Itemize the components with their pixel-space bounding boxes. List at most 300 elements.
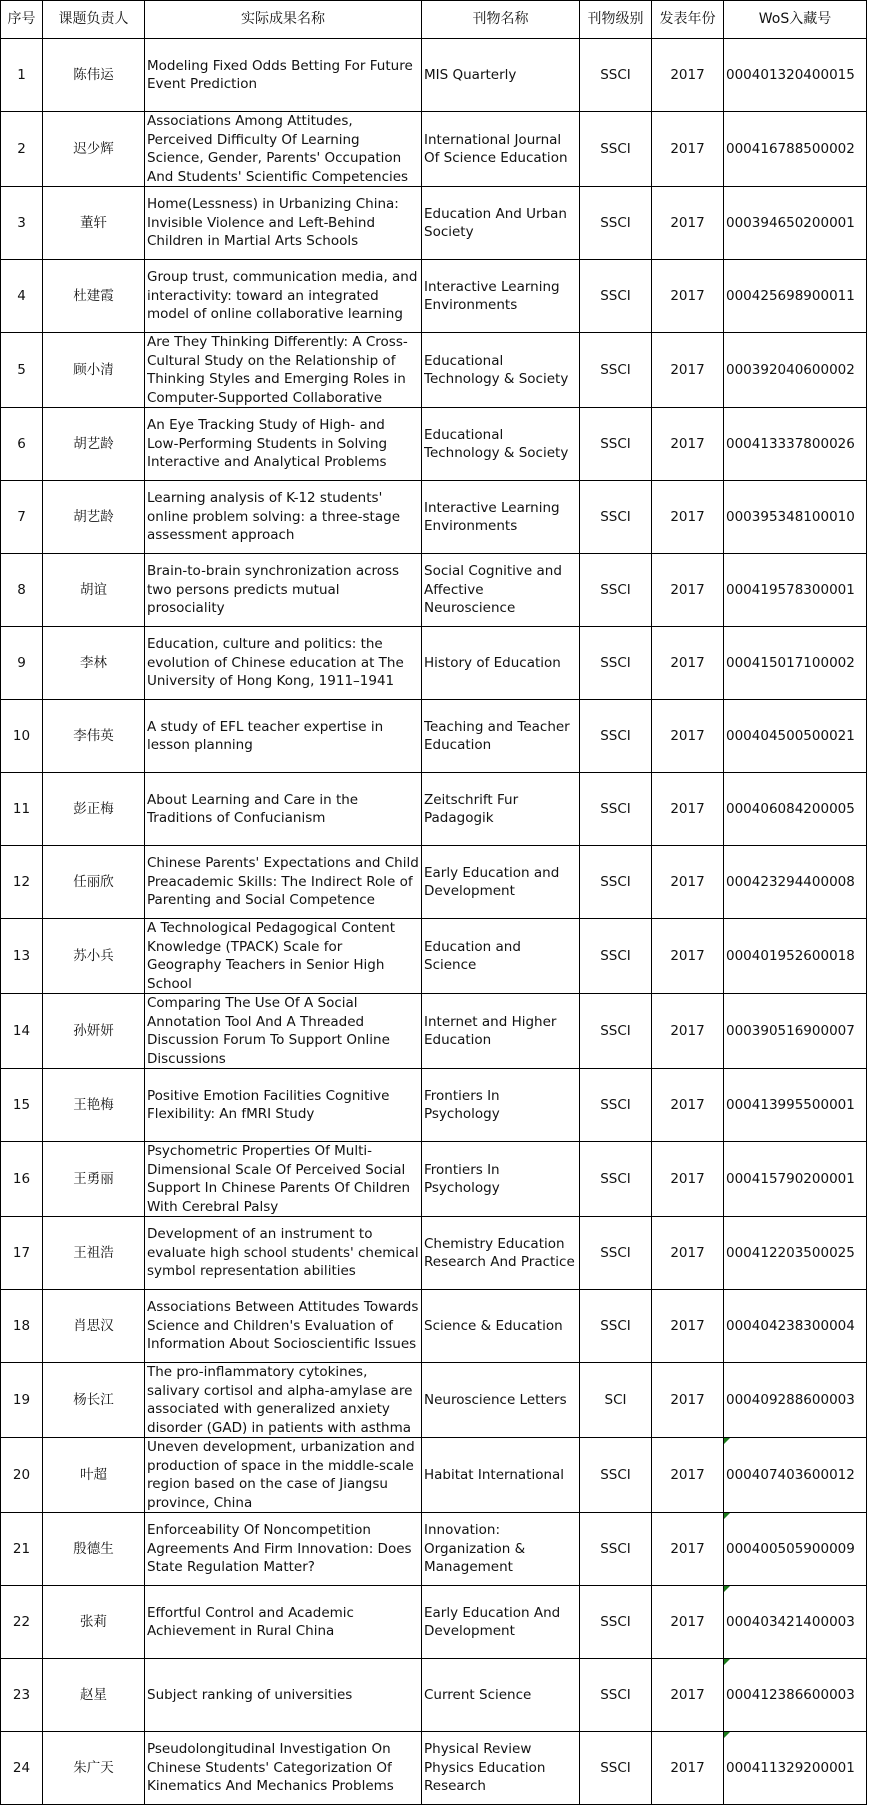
table-row bbox=[1, 1069, 867, 1142]
cell-year bbox=[652, 39, 724, 112]
table-row bbox=[1, 1217, 867, 1290]
cell-title-text: Uneven development, urbanization and production of space in the middle-scale region based on the case of Jiangsu province, China bbox=[147, 1439, 415, 1511]
cell-no-text: 23 bbox=[12, 1686, 31, 1703]
cell-year bbox=[652, 1363, 724, 1438]
cell-wos-text: 000401952600018 bbox=[726, 947, 855, 964]
cell-journal bbox=[422, 1732, 580, 1805]
cell-no bbox=[1, 1142, 43, 1217]
cell-no-text: 3 bbox=[17, 214, 26, 231]
cell-no bbox=[1, 260, 43, 333]
cell-year bbox=[652, 1659, 724, 1732]
cell-no-text: 11 bbox=[12, 800, 31, 817]
cell-level bbox=[580, 846, 652, 919]
table-row bbox=[1, 481, 867, 554]
cell-journal bbox=[422, 700, 580, 773]
cell-no bbox=[1, 994, 43, 1069]
cell-wos bbox=[724, 919, 867, 994]
cell-level-text: SSCI bbox=[600, 1613, 631, 1630]
cell-journal bbox=[422, 846, 580, 919]
cell-journal bbox=[422, 1290, 580, 1363]
cell-year-text: 2017 bbox=[670, 1244, 705, 1261]
cell-leader-text: 董轩 bbox=[80, 214, 107, 231]
cell-wos-text: 000411329200001 bbox=[726, 1759, 855, 1776]
cell-leader bbox=[43, 1363, 145, 1438]
cell-level bbox=[580, 554, 652, 627]
cell-no-text: 16 bbox=[12, 1170, 31, 1187]
cell-title-text: Effortful Control and Academic Achievement in Rural China bbox=[147, 1604, 354, 1639]
cell-leader bbox=[43, 1438, 145, 1513]
cell-leader-text: 赵星 bbox=[80, 1686, 107, 1703]
cell-title-text: An Eye Tracking Study of High- and Low-Performing Students in Solving Interactive and Analytical Problems bbox=[147, 417, 388, 471]
cell-leader bbox=[43, 554, 145, 627]
table-row bbox=[1, 627, 867, 700]
cell-wos bbox=[724, 260, 867, 333]
cell-no-text: 22 bbox=[12, 1613, 31, 1630]
cell-leader bbox=[43, 773, 145, 846]
cell-no bbox=[1, 39, 43, 112]
cell-wos-text: 000416788500002 bbox=[726, 140, 855, 157]
cell-year-text: 2017 bbox=[670, 1096, 705, 1113]
cell-level bbox=[580, 1290, 652, 1363]
cell-no bbox=[1, 1659, 43, 1732]
cell-leader bbox=[43, 1659, 145, 1732]
cell-title-text: A Technological Pedagogical Content Knowledge (TPACK) Scale for Geography Teachers in Senior High School bbox=[147, 920, 396, 992]
table-row bbox=[1, 39, 867, 112]
cell-journal-text: Educational Technology & Society bbox=[424, 352, 569, 387]
cell-leader bbox=[43, 481, 145, 554]
header-cell-journal: 刊物名称 bbox=[422, 1, 580, 39]
cell-level bbox=[580, 408, 652, 481]
table-body bbox=[1, 39, 867, 1805]
cell-leader-text: 顾小清 bbox=[73, 361, 114, 378]
cell-leader-text: 王祖浩 bbox=[73, 1244, 114, 1261]
cell-level bbox=[580, 1217, 652, 1290]
cell-leader bbox=[43, 919, 145, 994]
cell-wos bbox=[724, 39, 867, 112]
cell-title bbox=[145, 700, 422, 773]
cell-wos-text: 000412203500025 bbox=[726, 1244, 855, 1261]
cell-year-text: 2017 bbox=[670, 214, 705, 231]
cell-journal bbox=[422, 1363, 580, 1438]
cell-title-text: Positive Emotion Facilities Cognitive Flexibility: An fMRI Study bbox=[147, 1087, 390, 1122]
cell-title bbox=[145, 1363, 422, 1438]
header-row bbox=[1, 1, 867, 39]
cell-no-text: 4 bbox=[17, 287, 26, 304]
table-row bbox=[1, 1732, 867, 1805]
table-row bbox=[1, 1363, 867, 1438]
cell-no bbox=[1, 112, 43, 187]
cell-title bbox=[145, 1142, 422, 1217]
cell-level bbox=[580, 1438, 652, 1513]
cell-wos-text: 000412386600003 bbox=[726, 1686, 855, 1703]
cell-year-text: 2017 bbox=[670, 1613, 705, 1630]
header-cell-wos: WoS入藏号 bbox=[724, 1, 867, 39]
cell-level-text: SSCI bbox=[600, 214, 631, 231]
cell-year-text: 2017 bbox=[670, 1022, 705, 1039]
cell-level bbox=[580, 260, 652, 333]
cell-journal-text: Neuroscience Letters bbox=[424, 1391, 567, 1408]
cell-year-text: 2017 bbox=[670, 140, 705, 157]
table-row bbox=[1, 700, 867, 773]
cell-year-text: 2017 bbox=[670, 1317, 705, 1334]
cell-leader bbox=[43, 1290, 145, 1363]
cell-year-text: 2017 bbox=[670, 361, 705, 378]
cell-no-text: 1 bbox=[17, 66, 26, 83]
cell-no-text: 9 bbox=[17, 654, 26, 671]
cell-leader bbox=[43, 846, 145, 919]
cell-no bbox=[1, 1290, 43, 1363]
cell-journal-text: Frontiers In Psychology bbox=[424, 1161, 500, 1196]
cell-journal bbox=[422, 260, 580, 333]
cell-title bbox=[145, 846, 422, 919]
cell-wos-text: 000404238300004 bbox=[726, 1317, 855, 1334]
header-cell-leader: 课题负责人 bbox=[43, 1, 145, 39]
cell-journal-text: Zeitschrift Fur Padagogik bbox=[424, 791, 519, 826]
cell-wos bbox=[724, 1659, 867, 1732]
cell-year-text: 2017 bbox=[670, 287, 705, 304]
table-row bbox=[1, 1513, 867, 1586]
cell-year bbox=[652, 1069, 724, 1142]
cell-no bbox=[1, 1363, 43, 1438]
cell-leader bbox=[43, 1142, 145, 1217]
cell-leader-text: 殷德生 bbox=[73, 1540, 114, 1557]
cell-no bbox=[1, 408, 43, 481]
cell-wos-text: 000395348100010 bbox=[726, 508, 855, 525]
cell-leader-text: 叶超 bbox=[80, 1466, 107, 1483]
cell-title-text: Modeling Fixed Odds Betting For Future Event Prediction bbox=[147, 57, 413, 92]
cell-leader bbox=[43, 112, 145, 187]
cell-level-text: SSCI bbox=[600, 361, 631, 378]
cell-level-text: SSCI bbox=[600, 800, 631, 817]
cell-title bbox=[145, 994, 422, 1069]
cell-leader bbox=[43, 1586, 145, 1659]
cell-no-text: 12 bbox=[12, 873, 31, 890]
cell-leader bbox=[43, 187, 145, 260]
cell-wos bbox=[724, 554, 867, 627]
cell-level bbox=[580, 773, 652, 846]
cell-title-text: Chinese Parents' Expectations and Child Preacademic Skills: The Indirect Role of Parenting and Social Competence bbox=[147, 855, 419, 909]
cell-wos bbox=[724, 112, 867, 187]
cell-year bbox=[652, 333, 724, 408]
cell-title bbox=[145, 554, 422, 627]
cell-title-text: Comparing The Use Of A Social Annotation Tool And A Threaded Discussion Forum To Support Online Discussions bbox=[147, 995, 390, 1067]
cell-title bbox=[145, 333, 422, 408]
cell-journal-text: International Journal Of Science Education bbox=[424, 131, 568, 166]
cell-leader-text: 迟少辉 bbox=[73, 140, 114, 157]
cell-no bbox=[1, 333, 43, 408]
cell-leader bbox=[43, 1513, 145, 1586]
cell-leader-text: 朱广天 bbox=[73, 1759, 114, 1776]
cell-year bbox=[652, 1586, 724, 1659]
cell-level-text: SSCI bbox=[600, 581, 631, 598]
cell-wos bbox=[724, 700, 867, 773]
cell-level-text: SSCI bbox=[600, 1686, 631, 1703]
cell-no bbox=[1, 1438, 43, 1513]
cell-wos-text: 000413995500001 bbox=[726, 1096, 855, 1113]
cell-journal-text: Frontiers In Psychology bbox=[424, 1087, 500, 1122]
cell-wos-text: 000413337800026 bbox=[726, 435, 855, 452]
cell-title-text: Development of an instrument to evaluate high school students' chemical symbol representation abilities bbox=[147, 1226, 419, 1280]
cell-title-text: Group trust, communication media, and interactivity: toward an integrated model of online collaborative learning bbox=[147, 269, 418, 323]
cell-title bbox=[145, 1513, 422, 1586]
cell-wos bbox=[724, 1513, 867, 1586]
table-row bbox=[1, 112, 867, 187]
cell-no bbox=[1, 627, 43, 700]
cell-wos-text: 000390516900007 bbox=[726, 1022, 855, 1039]
cell-year-text: 2017 bbox=[670, 1686, 705, 1703]
cell-wos-text: 000394650200001 bbox=[726, 214, 855, 231]
cell-wos-text: 000425698900011 bbox=[726, 287, 855, 304]
cell-wos bbox=[724, 994, 867, 1069]
cell-title bbox=[145, 260, 422, 333]
cell-no-text: 24 bbox=[12, 1759, 31, 1776]
cell-wos bbox=[724, 481, 867, 554]
cell-level-text: SSCI bbox=[600, 654, 631, 671]
cell-journal-text: Education And Urban Society bbox=[424, 205, 567, 240]
cell-level-text: SSCI bbox=[600, 140, 631, 157]
cell-year bbox=[652, 773, 724, 846]
cell-title-text: Enforceability Of Noncompetition Agreements And Firm Innovation: Does State Regulation Matter? bbox=[147, 1522, 412, 1576]
cell-level-text: SSCI bbox=[600, 1540, 631, 1557]
cell-year bbox=[652, 554, 724, 627]
cell-journal bbox=[422, 994, 580, 1069]
cell-title bbox=[145, 1069, 422, 1142]
cell-level-text: SSCI bbox=[600, 1317, 631, 1334]
header-cell-level: 刊物级别 bbox=[580, 1, 652, 39]
cell-level bbox=[580, 333, 652, 408]
cell-wos-text: 000401320400015 bbox=[726, 66, 855, 83]
cell-leader-text: 陈伟运 bbox=[73, 66, 114, 83]
cell-leader-text: 苏小兵 bbox=[73, 947, 114, 964]
cell-no bbox=[1, 1217, 43, 1290]
cell-level bbox=[580, 627, 652, 700]
cell-journal-text: History of Education bbox=[424, 654, 561, 671]
cell-level bbox=[580, 1142, 652, 1217]
cell-no bbox=[1, 554, 43, 627]
table-row bbox=[1, 187, 867, 260]
cell-no bbox=[1, 846, 43, 919]
cell-no-text: 2 bbox=[17, 140, 26, 157]
cell-journal bbox=[422, 187, 580, 260]
cell-leader-text: 孙妍妍 bbox=[73, 1022, 114, 1039]
cell-year-text: 2017 bbox=[670, 654, 705, 671]
cell-wos-text: 000406084200005 bbox=[726, 800, 855, 817]
cell-journal-text: Early Education And Development bbox=[424, 1604, 561, 1639]
cell-no bbox=[1, 1069, 43, 1142]
cell-leader bbox=[43, 1732, 145, 1805]
cell-level-text: SSCI bbox=[600, 1022, 631, 1039]
cell-year-text: 2017 bbox=[670, 1466, 705, 1483]
cell-leader-text: 任丽欣 bbox=[73, 873, 114, 890]
cell-title-text: Associations Between Attitudes Towards Science and Children's Evaluation of Information About Socioscientific Issues bbox=[147, 1299, 419, 1353]
cell-title bbox=[145, 773, 422, 846]
cell-wos bbox=[724, 408, 867, 481]
cell-no-text: 19 bbox=[12, 1391, 31, 1408]
cell-leader-text: 李林 bbox=[80, 654, 107, 671]
cell-year bbox=[652, 112, 724, 187]
table-row bbox=[1, 846, 867, 919]
cell-year-text: 2017 bbox=[670, 1391, 705, 1408]
cell-level-text: SSCI bbox=[600, 508, 631, 525]
cell-title bbox=[145, 481, 422, 554]
cell-year-text: 2017 bbox=[670, 508, 705, 525]
cell-journal bbox=[422, 1438, 580, 1513]
cell-year-text: 2017 bbox=[670, 1759, 705, 1776]
cell-wos-text: 000419578300001 bbox=[726, 581, 855, 598]
cell-wos bbox=[724, 627, 867, 700]
cell-level bbox=[580, 112, 652, 187]
cell-journal-text: Early Education and Development bbox=[424, 864, 560, 899]
cell-level bbox=[580, 1732, 652, 1805]
cell-journal-text: Science & Education bbox=[424, 1317, 563, 1334]
cell-level bbox=[580, 39, 652, 112]
cell-title-text: Associations Among Attitudes, Perceived Difficulty Of Learning Science, Gender, Parents' Occupation And Students' Scientific Competencies bbox=[147, 113, 409, 185]
cell-no-text: 10 bbox=[12, 727, 31, 744]
cell-leader-text: 李伟英 bbox=[73, 727, 114, 744]
cell-journal bbox=[422, 112, 580, 187]
table-row bbox=[1, 919, 867, 994]
cell-wos bbox=[724, 1217, 867, 1290]
cell-journal-text: Chemistry Education Research And Practice bbox=[424, 1235, 575, 1270]
cell-year-text: 2017 bbox=[670, 1540, 705, 1557]
cell-year-text: 2017 bbox=[670, 727, 705, 744]
cell-no bbox=[1, 187, 43, 260]
cell-no-text: 15 bbox=[12, 1096, 31, 1113]
cell-year-text: 2017 bbox=[670, 435, 705, 452]
cell-wos bbox=[724, 1586, 867, 1659]
cell-wos-text: 000415790200001 bbox=[726, 1170, 855, 1187]
cell-level-text: SSCI bbox=[600, 1244, 631, 1261]
cell-year bbox=[652, 919, 724, 994]
cell-year bbox=[652, 994, 724, 1069]
cell-title bbox=[145, 408, 422, 481]
cell-level-text: SCI bbox=[604, 1391, 627, 1408]
cell-wos bbox=[724, 1069, 867, 1142]
cell-title-text: Are They Thinking Differently: A Cross-Cultural Study on the Relationship of Thinking Styles and Emerging Roles in Computer-Supported Collaborative bbox=[147, 334, 408, 406]
cell-level bbox=[580, 1659, 652, 1732]
cell-leader-text: 王艳梅 bbox=[73, 1096, 114, 1113]
cell-title bbox=[145, 39, 422, 112]
cell-title bbox=[145, 1659, 422, 1732]
cell-wos bbox=[724, 1142, 867, 1217]
cell-no bbox=[1, 481, 43, 554]
cell-journal bbox=[422, 1586, 580, 1659]
cell-leader bbox=[43, 627, 145, 700]
cell-no-text: 17 bbox=[12, 1244, 31, 1261]
table-row bbox=[1, 333, 867, 408]
cell-no bbox=[1, 773, 43, 846]
cell-title-text: The pro-inflammatory cytokines, salivary cortisol and alpha-amylase are associated with generalized anxiety disorder (GAD) in patients with asthma bbox=[147, 1364, 413, 1436]
cell-title-text: Home(Lessness) in Urbanizing China: Invisible Violence and Left-Behind Children in Martial Arts Schools bbox=[147, 196, 399, 250]
cell-title bbox=[145, 187, 422, 260]
cell-year bbox=[652, 260, 724, 333]
cell-wos bbox=[724, 1290, 867, 1363]
cell-year-text: 2017 bbox=[670, 581, 705, 598]
cell-wos-text: 000409288600003 bbox=[726, 1391, 855, 1408]
cell-year bbox=[652, 1290, 724, 1363]
cell-year-text: 2017 bbox=[670, 873, 705, 890]
table-row bbox=[1, 1586, 867, 1659]
cell-journal bbox=[422, 1142, 580, 1217]
cell-no bbox=[1, 919, 43, 994]
cell-level bbox=[580, 187, 652, 260]
cell-wos-text: 000392040600002 bbox=[726, 361, 855, 378]
table-row bbox=[1, 554, 867, 627]
cell-journal-text: Education and Science bbox=[424, 938, 521, 973]
cell-leader bbox=[43, 1217, 145, 1290]
cell-title bbox=[145, 1217, 422, 1290]
cell-level bbox=[580, 1363, 652, 1438]
cell-title-text: Brain-to-brain synchronization across two persons predicts mutual prosociality bbox=[147, 563, 400, 617]
cell-journal-text: Habitat International bbox=[424, 1466, 565, 1483]
cell-journal-text: Teaching and Teacher Education bbox=[424, 718, 570, 753]
cell-journal-text: Innovation: Organization & Management bbox=[424, 1522, 526, 1576]
cell-journal-text: Educational Technology & Society bbox=[424, 426, 569, 461]
cell-title bbox=[145, 1586, 422, 1659]
cell-level-text: SSCI bbox=[600, 1096, 631, 1113]
cell-year bbox=[652, 1142, 724, 1217]
cell-level bbox=[580, 1586, 652, 1659]
cell-no bbox=[1, 1732, 43, 1805]
cell-level bbox=[580, 700, 652, 773]
cell-leader bbox=[43, 39, 145, 112]
cell-no bbox=[1, 700, 43, 773]
cell-year-text: 2017 bbox=[670, 1170, 705, 1187]
cell-journal-text: Current Science bbox=[424, 1686, 532, 1703]
cell-year bbox=[652, 627, 724, 700]
cell-wos bbox=[724, 333, 867, 408]
cell-leader-text: 杨长江 bbox=[73, 1391, 114, 1408]
cell-no-text: 21 bbox=[12, 1540, 31, 1557]
table-row bbox=[1, 1659, 867, 1732]
cell-wos bbox=[724, 187, 867, 260]
cell-journal bbox=[422, 1069, 580, 1142]
cell-title bbox=[145, 919, 422, 994]
cell-leader-text: 胡艺龄 bbox=[73, 435, 114, 452]
cell-journal bbox=[422, 773, 580, 846]
cell-journal bbox=[422, 481, 580, 554]
cell-journal bbox=[422, 1513, 580, 1586]
cell-level-text: SSCI bbox=[600, 727, 631, 744]
cell-journal bbox=[422, 408, 580, 481]
cell-year bbox=[652, 1732, 724, 1805]
cell-level bbox=[580, 1513, 652, 1586]
cell-level-text: SSCI bbox=[600, 947, 631, 964]
cell-journal bbox=[422, 627, 580, 700]
cell-journal bbox=[422, 919, 580, 994]
cell-year bbox=[652, 408, 724, 481]
cell-wos bbox=[724, 773, 867, 846]
cell-leader bbox=[43, 994, 145, 1069]
cell-title-text: About Learning and Care in the Traditions of Confucianism bbox=[147, 791, 359, 826]
cell-leader bbox=[43, 333, 145, 408]
cell-leader bbox=[43, 260, 145, 333]
cell-wos-text: 000407403600012 bbox=[726, 1466, 855, 1483]
cell-wos bbox=[724, 1732, 867, 1805]
table-row bbox=[1, 1438, 867, 1513]
cell-no-text: 13 bbox=[12, 947, 31, 964]
cell-journal-text: Interactive Learning Environments bbox=[424, 499, 560, 534]
cell-title bbox=[145, 1732, 422, 1805]
cell-leader-text: 肖思汉 bbox=[73, 1317, 114, 1334]
cell-title-text: Psychometric Properties Of Multi-Dimensional Scale Of Perceived Social Support In Chinese Parents Of Children With Cerebral Palsy bbox=[147, 1143, 411, 1215]
cell-level-text: SSCI bbox=[600, 1466, 631, 1483]
cell-no-text: 6 bbox=[17, 435, 26, 452]
cell-no-text: 14 bbox=[12, 1022, 31, 1039]
cell-no-text: 7 bbox=[17, 508, 26, 525]
table-row bbox=[1, 408, 867, 481]
cell-leader-text: 王勇丽 bbox=[73, 1170, 114, 1187]
